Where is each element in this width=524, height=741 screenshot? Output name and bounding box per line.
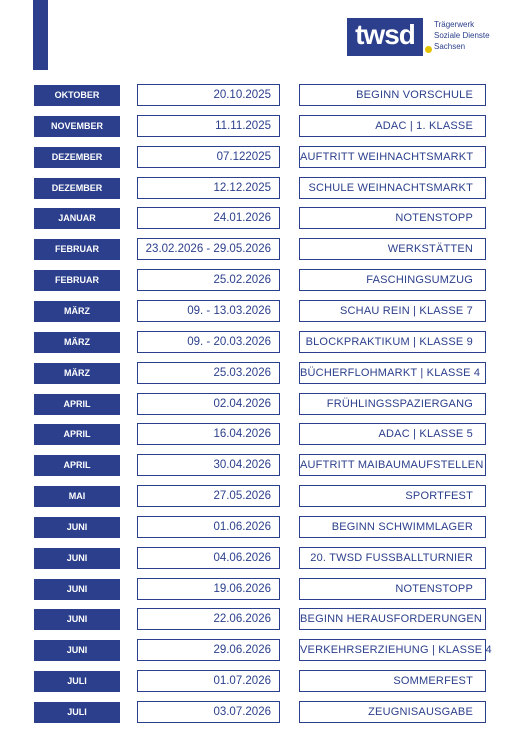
date-cell: 23.02.2026 - 29.05.2026 [137, 238, 280, 260]
date-cell: 24.01.2026 [137, 207, 280, 229]
month-label: JANUAR [34, 208, 120, 229]
schedule-row [0, 485, 524, 509]
twsd-logo [347, 18, 490, 58]
date-cell: 22.06.2026 [137, 608, 280, 630]
date-cell: 16.04.2026 [137, 423, 280, 445]
schedule-row [0, 670, 524, 694]
date-cell: 25.03.2026 [137, 362, 280, 384]
schedule-row [0, 115, 524, 139]
month-label: APRIL [34, 394, 120, 415]
event-cell: ADAC | 1. KLASSE [299, 115, 486, 137]
month-label: MÄRZ [34, 363, 120, 384]
schedule-row [0, 423, 524, 447]
event-cell: NOTENSTOPP [299, 578, 486, 600]
schedule-row [0, 238, 524, 262]
date-cell: 20.10.2025 [137, 84, 280, 106]
month-label: JUNI [34, 517, 120, 538]
logo-line-2: Soziale Dienste [434, 31, 490, 40]
event-cell: SCHAU REIN | KLASSE 7 [299, 300, 486, 322]
event-cell: ADAC | KLASSE 5 [299, 423, 486, 445]
schedule-row [0, 269, 524, 293]
month-label: MÄRZ [34, 332, 120, 353]
logo-wordmark: twsd [347, 18, 423, 56]
schedule-row [0, 547, 524, 571]
logo-line-1: Trägerwerk [434, 20, 475, 29]
event-cell: SPORTFEST [299, 485, 486, 507]
schedule-row [0, 639, 524, 663]
date-cell: 03.07.2026 [137, 701, 280, 723]
schedule-row [0, 578, 524, 602]
date-cell: 30.04.2026 [137, 454, 280, 476]
date-cell: 01.06.2026 [137, 516, 280, 538]
event-cell: SCHULE WEIHNACHTSMARKT [299, 177, 486, 199]
date-cell: 09. - 20.03.2026 [137, 331, 280, 353]
month-label: JUNI [34, 579, 120, 600]
month-label: JUNI [34, 548, 120, 569]
event-cell: WERKSTÄTTEN [299, 238, 486, 260]
date-cell: 27.05.2026 [137, 485, 280, 507]
school-year-label: 25 | 26 [66, 14, 80, 56]
logo-line-3: Sachsen [434, 42, 466, 51]
date-cell: 25.02.2026 [137, 269, 280, 291]
event-cell: SOMMERFEST [299, 670, 486, 692]
month-label: DEZEMBER [34, 147, 120, 168]
event-cell: ZEUGNISAUSGABE [299, 701, 486, 723]
month-label: APRIL [34, 424, 120, 445]
date-cell: 01.07.2026 [137, 670, 280, 692]
schedule-row [0, 207, 524, 231]
schedule-row [0, 146, 524, 170]
event-cell: FRÜHLINGSSPAZIERGANG [299, 393, 486, 415]
month-label: FEBRUAR [34, 270, 120, 291]
schedule-row [0, 300, 524, 324]
month-label: OKTOBER [34, 85, 120, 106]
event-cell: BEGINN SCHWIMMLAGER [299, 516, 486, 538]
event-cell: BÜCHERFLOHMARKT | KLASSE 4 [299, 362, 486, 384]
event-cell: NOTENSTOPP [299, 207, 486, 229]
month-label: APRIL [34, 455, 120, 476]
schedule-row [0, 393, 524, 417]
logo-dot-icon [425, 46, 432, 53]
event-cell: AUFTRITT MAIBAUMAUFSTELLEN [299, 454, 486, 476]
date-cell: 12.12.2025 [137, 177, 280, 199]
school-year-tab [33, 0, 80, 70]
schedule-row [0, 516, 524, 540]
month-label: MÄRZ [34, 301, 120, 322]
event-cell: BEGINN HERAUSFORDERUNGEN [299, 608, 486, 630]
month-label: NOVEMBER [34, 116, 120, 137]
date-cell: 07.122025 [137, 146, 280, 168]
month-label: JULI [34, 671, 120, 692]
date-cell: 02.04.2026 [137, 393, 280, 415]
schedule-row [0, 608, 524, 632]
month-label: JULI [34, 702, 120, 723]
month-label: MAI [34, 486, 120, 507]
schedule-row [0, 331, 524, 355]
schedule-row [0, 454, 524, 478]
date-cell: 19.06.2026 [137, 578, 280, 600]
month-label: DEZEMBER [34, 178, 120, 199]
event-cell: BLOCKPRAKTIKUM | KLASSE 9 [299, 331, 486, 353]
schedule-row [0, 362, 524, 386]
logo-org-name [434, 19, 490, 52]
month-label: JUNI [34, 640, 120, 661]
month-label: FEBRUAR [34, 239, 120, 260]
schedule-row [0, 177, 524, 201]
month-label: JUNI [34, 609, 120, 630]
event-cell: FASCHINGSUMZUG [299, 269, 486, 291]
date-cell: 11.11.2025 [137, 115, 280, 137]
date-cell: 29.06.2026 [137, 639, 280, 661]
schedule-row [0, 84, 524, 108]
event-cell: AUFTRITT WEIHNACHTSMARKT [299, 146, 486, 168]
event-cell: VERKEHRSERZIEHUNG | KLASSE 4 [299, 639, 486, 661]
date-cell: 04.06.2026 [137, 547, 280, 569]
event-cell: 20. TWSD FUSSBALLTURNIER [299, 547, 486, 569]
schedule-row [0, 701, 524, 725]
event-cell: BEGINN VORSCHULE [299, 84, 486, 106]
date-cell: 09. - 13.03.2026 [137, 300, 280, 322]
